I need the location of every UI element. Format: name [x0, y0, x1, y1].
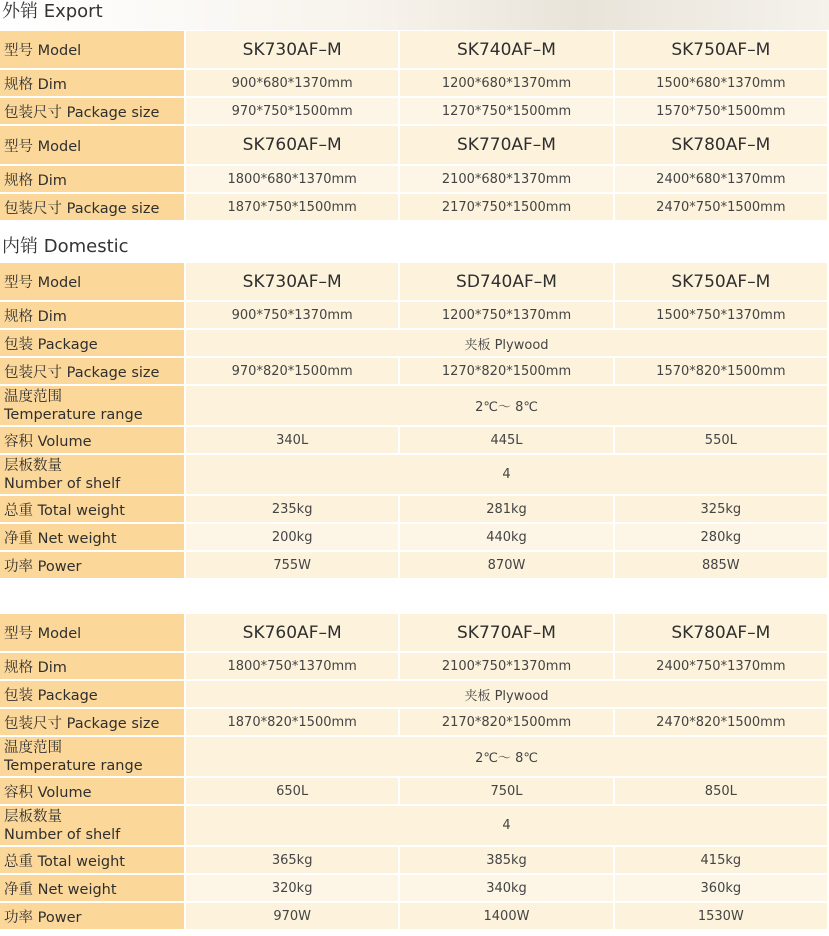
value-cell: 325kg — [614, 495, 828, 523]
table-row — [0, 301, 828, 329]
table-row — [0, 495, 828, 523]
value-cell: 440kg — [399, 523, 613, 551]
value-cell: 755W — [185, 551, 399, 579]
model-cell: SK740AF–M — [399, 31, 613, 69]
table-row — [0, 708, 828, 736]
row-label: 容积 Volume — [0, 426, 185, 454]
value-cell: 1200*680*1370mm — [399, 69, 613, 97]
model-cell: SD740AF–M — [399, 263, 613, 301]
value-cell: 1200*750*1370mm — [399, 301, 613, 329]
row-label: 包装 Package — [0, 680, 185, 708]
table-row — [0, 736, 828, 777]
merged-value-cell: 2℃～ 8℃ — [185, 736, 828, 777]
value-cell: 235kg — [185, 495, 399, 523]
row-label: 型号 Model — [0, 614, 185, 652]
value-cell: 550L — [614, 426, 828, 454]
value-cell: 2400*750*1370mm — [614, 652, 828, 680]
header-background — [0, 0, 829, 30]
value-cell: 360kg — [614, 874, 828, 902]
model-cell: SK730AF–M — [185, 31, 399, 69]
table-row — [0, 652, 828, 680]
row-label: 功率 Power — [0, 551, 185, 579]
table-row — [0, 357, 828, 385]
table-row — [0, 777, 828, 805]
value-cell: 750L — [399, 777, 613, 805]
row-label: 规格 Dim — [0, 69, 185, 97]
merged-value-cell: 夹板 Plywood — [185, 329, 828, 357]
row-label-line: 层板数量 — [4, 808, 62, 825]
value-cell: 1500*680*1370mm — [614, 69, 828, 97]
value-cell: 1270*820*1500mm — [399, 357, 613, 385]
row-label-line: 温度范围 — [4, 388, 62, 405]
table-row — [0, 31, 828, 69]
row-label: 型号 Model — [0, 125, 185, 165]
value-cell: 200kg — [185, 523, 399, 551]
row-label: 包装尺寸 Package size — [0, 708, 185, 736]
row-label-line: 温度范围 — [4, 739, 62, 756]
table-row — [0, 69, 828, 97]
value-cell: 2170*820*1500mm — [399, 708, 613, 736]
value-cell: 1870*750*1500mm — [185, 193, 399, 221]
value-cell: 900*750*1370mm — [185, 301, 399, 329]
model-cell: SK760AF–M — [185, 125, 399, 165]
row-label: 规格 Dim — [0, 652, 185, 680]
merged-value-cell: 4 — [185, 805, 828, 846]
value-cell: 385kg — [399, 846, 613, 874]
export-section-title: 外销 Export — [2, 1, 103, 22]
value-cell: 970*750*1500mm — [185, 97, 399, 125]
row-label: 净重 Net weight — [0, 874, 185, 902]
value-cell: 1570*750*1500mm — [614, 97, 828, 125]
value-cell: 1800*680*1370mm — [185, 165, 399, 193]
value-cell: 650L — [185, 777, 399, 805]
row-label: 总重 Total weight — [0, 846, 185, 874]
value-cell: 1570*820*1500mm — [614, 357, 828, 385]
value-cell: 280kg — [614, 523, 828, 551]
table-row — [0, 902, 828, 930]
value-cell: 2470*750*1500mm — [614, 193, 828, 221]
value-cell: 320kg — [185, 874, 399, 902]
table-row — [0, 165, 828, 193]
row-label — [0, 385, 185, 426]
row-label: 容积 Volume — [0, 777, 185, 805]
table-row — [0, 97, 828, 125]
merged-value-cell: 夹板 Plywood — [185, 680, 828, 708]
value-cell: 415kg — [614, 846, 828, 874]
value-cell: 340L — [185, 426, 399, 454]
table-row — [0, 426, 828, 454]
value-cell: 1400W — [399, 902, 613, 930]
domestic-section-title: 内销 Domestic — [2, 236, 129, 257]
table-row — [0, 846, 828, 874]
table-row — [0, 614, 828, 652]
row-label: 总重 Total weight — [0, 495, 185, 523]
value-cell: 870W — [399, 551, 613, 579]
row-label — [0, 454, 185, 495]
row-label: 规格 Dim — [0, 165, 185, 193]
table-row — [0, 385, 828, 426]
model-cell: SK780AF–M — [614, 125, 828, 165]
value-cell: 2400*680*1370mm — [614, 165, 828, 193]
value-cell: 340kg — [399, 874, 613, 902]
value-cell: 885W — [614, 551, 828, 579]
row-label-line: Temperature range — [4, 757, 143, 774]
model-cell: SK730AF–M — [185, 263, 399, 301]
row-label-line: 层板数量 — [4, 457, 62, 474]
domestic-spec-table-2 — [0, 614, 829, 931]
value-cell: 2100*750*1370mm — [399, 652, 613, 680]
table-row — [0, 454, 828, 495]
row-label: 型号 Model — [0, 263, 185, 301]
model-cell: SK750AF–M — [614, 263, 828, 301]
model-cell: SK750AF–M — [614, 31, 828, 69]
model-cell: SK760AF–M — [185, 614, 399, 652]
value-cell: 365kg — [185, 846, 399, 874]
row-label: 规格 Dim — [0, 301, 185, 329]
table-row — [0, 193, 828, 221]
row-label-line: Temperature range — [4, 406, 143, 423]
value-cell: 445L — [399, 426, 613, 454]
domestic-spec-table-1 — [0, 263, 829, 580]
value-cell: 900*680*1370mm — [185, 69, 399, 97]
merged-value-cell: 4 — [185, 454, 828, 495]
value-cell: 850L — [614, 777, 828, 805]
table-row — [0, 680, 828, 708]
export-spec-table — [0, 31, 829, 222]
value-cell: 1870*820*1500mm — [185, 708, 399, 736]
row-label: 型号 Model — [0, 31, 185, 69]
value-cell: 970W — [185, 902, 399, 930]
row-label: 包装尺寸 Package size — [0, 193, 185, 221]
value-cell: 2100*680*1370mm — [399, 165, 613, 193]
value-cell: 1800*750*1370mm — [185, 652, 399, 680]
row-label: 包装尺寸 Package size — [0, 97, 185, 125]
row-label-line: Number of shelf — [4, 475, 121, 492]
model-cell: SK770AF–M — [399, 125, 613, 165]
value-cell: 281kg — [399, 495, 613, 523]
table-row — [0, 263, 828, 301]
table-row — [0, 874, 828, 902]
merged-value-cell: 2℃～ 8℃ — [185, 385, 828, 426]
table-row — [0, 523, 828, 551]
value-cell: 1500*750*1370mm — [614, 301, 828, 329]
table-row — [0, 125, 828, 165]
row-label-line: Number of shelf — [4, 826, 121, 843]
row-label: 功率 Power — [0, 902, 185, 930]
value-cell: 2470*820*1500mm — [614, 708, 828, 736]
row-label: 包装尺寸 Package size — [0, 357, 185, 385]
table-row — [0, 805, 828, 846]
model-cell: SK770AF–M — [399, 614, 613, 652]
row-label — [0, 805, 185, 846]
model-cell: SK780AF–M — [614, 614, 828, 652]
row-label: 包装 Package — [0, 329, 185, 357]
value-cell: 970*820*1500mm — [185, 357, 399, 385]
row-label — [0, 736, 185, 777]
value-cell: 2170*750*1500mm — [399, 193, 613, 221]
table-row — [0, 329, 828, 357]
value-cell: 1530W — [614, 902, 828, 930]
row-label: 净重 Net weight — [0, 523, 185, 551]
table-row — [0, 551, 828, 579]
value-cell: 1270*750*1500mm — [399, 97, 613, 125]
